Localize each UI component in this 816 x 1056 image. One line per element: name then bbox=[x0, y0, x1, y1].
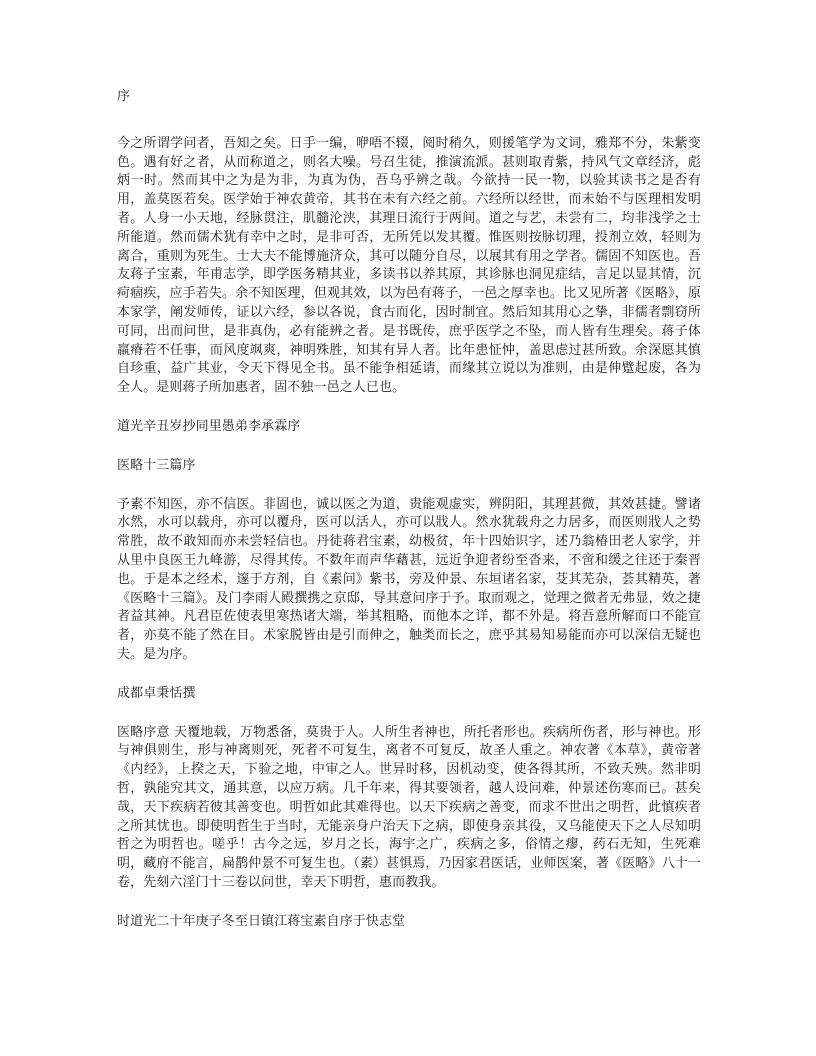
preface-paragraph-3: 医略序意 天覆地载，万物悉备，莫贵于人。人所生者神也，所托者形也。疾病所伤者，形与神也。形与神俱则生，形与神离则死，死者不可复生，离者不可复反，故圣人重之。神农著《本草》，黄帝著《内经》，上揆之天，下验之地，中审之人。世异时移，因机动变，使各得其所，不致夭殃。然非明哲，孰能究其文，通其意，以应万病。几千年来，得其要领者，越人设问难，仲景述伤寒而已。甚矣哉，天下疾病若彼其善变也。明哲如此其难得也。以天下疾病之善变，而求不世出之明哲，此慎疾者之所其忧也。即使明哲生于当时，无能亲身户治天下之病，即使身亲其役，又乌能使天下之人尽知明哲之为明哲也。嗟乎！古今之远，岁月之长，海宇之广，疾病之多，俗情之瘳，药石无知，生死难明，藏府不能言，扁鹊仲景不可复生也。（素）甚惧焉，乃因家君医话，业师医案，著《医略》八十一卷，先刻六淫门十三卷以问世，幸天下明哲，惠而教我。 bbox=[117, 724, 701, 890]
signature-1: 道光辛丑岁抄同里愚弟李承霖序 bbox=[117, 418, 301, 434]
section-title-2: 医略十三篇序 bbox=[117, 457, 196, 473]
preface-paragraph-1: 今之所谓学问者，吾知之矣。日手一编，咿唔不辍，阅时稍久，则援笔学为文词，雅郑不分，朱紫变色。遇有好之者，从而称道之，则名大噪。号召生徒，推演流派。甚则取青紫，持风气文章经济，彪炳一时。然而其中之为是为非，为真为伪，吾乌乎辨之哉。今欲持一民一物，以验其读书之是否有用，盖莫医若矣。医学始于神农黄帝，其书在未有六经之前。六经所以经世，而未始不与医理相发明者。人身一小天地，经脉贯注，肌髓沦浃，其理日流行于两间。道之与艺，未尝有二，均非浅学之士所能道。然而儒术犹有幸中之时，是非可否，无所凭以发其覆。惟医则按脉切理，投剂立效，轻则为离合，重则为死生。士大夫不能博施济众，其可以随分自尽，以展其有用之学者。儒固不知医也。吾友蒋子宝素，年甫志学，即学医务精其业，多读书以养其原，其诊脉也洞见症结，言足以显其情，沉疴痼疾，应手若失。余不知医理，但观其效，以为邑有蒋子，一邑之厚幸也。比又见所著《医略》，原本家学，阐发师传，证以六经，参以各说，食古而化，因时制宜。然后知其用心之挚，非儒者剽窃所可同，出而问世，是非真伪，必有能辨之者。是书既传，庶乎医学之不坠，而人皆有生理矣。蒋子体羸瘠若不任事，而风度飒爽，神明殊胜，知其有异人者。比年患怔忡，盖思虑过甚所致。余深愿其慎自珍重，益广其业，令天下得见全书。虽不能争相延请，而缘其立说以为准则，由是伸躄起废，各为全人。是则蒋子所加惠者，固不独一邑之人已也。 bbox=[117, 135, 701, 396]
document-page bbox=[117, 88, 701, 931]
signature-3: 时道光二十年庚子冬至日镇江蒋宝素自序于快志堂 bbox=[117, 913, 406, 929]
signature-2: 成都卓秉恬撰 bbox=[117, 685, 196, 701]
section-heading: 序 bbox=[117, 89, 131, 104]
preface-paragraph-2: 予素不知医，亦不信医。非固也，诚以医之为道，贵能观虚实，辨阴阳，其理甚微，其效甚捷。譬诸水然，水可以载舟，亦可以覆舟，医可以活人，亦可以戕人。然水犹载舟之力居多，而医则戕人之势常胜，故不敢知而亦未尝轻信也。丹徒蒋君宝素，幼极贫，年十四始识字，述乃翁椿田老人家学，并从里中良医王九峰游，尽得其传。不数年而声华藉甚，远近争迎者纷至沓来，不啻和缓之往还于秦晋也。于是本之经术，邃于方剂，自《素问》紫书，旁及仲景、东垣诸名家，芟其芜杂，荟其精英，著《医略十三篇》。及门李雨人殿撰携之京邸，导其意问序于予。取而观之，觉理之微者无弗显，效之捷者益其神。凡君臣佐使表里寒热诸大端，举其粗略，而他本之详，都不外是。将吾意所解而口不能宣者，亦莫不能了然在目。术家脱皆由是引而伸之，触类而长之，庶乎其易知易能而亦可以深信无疑也夫。是为序。 bbox=[117, 496, 701, 662]
